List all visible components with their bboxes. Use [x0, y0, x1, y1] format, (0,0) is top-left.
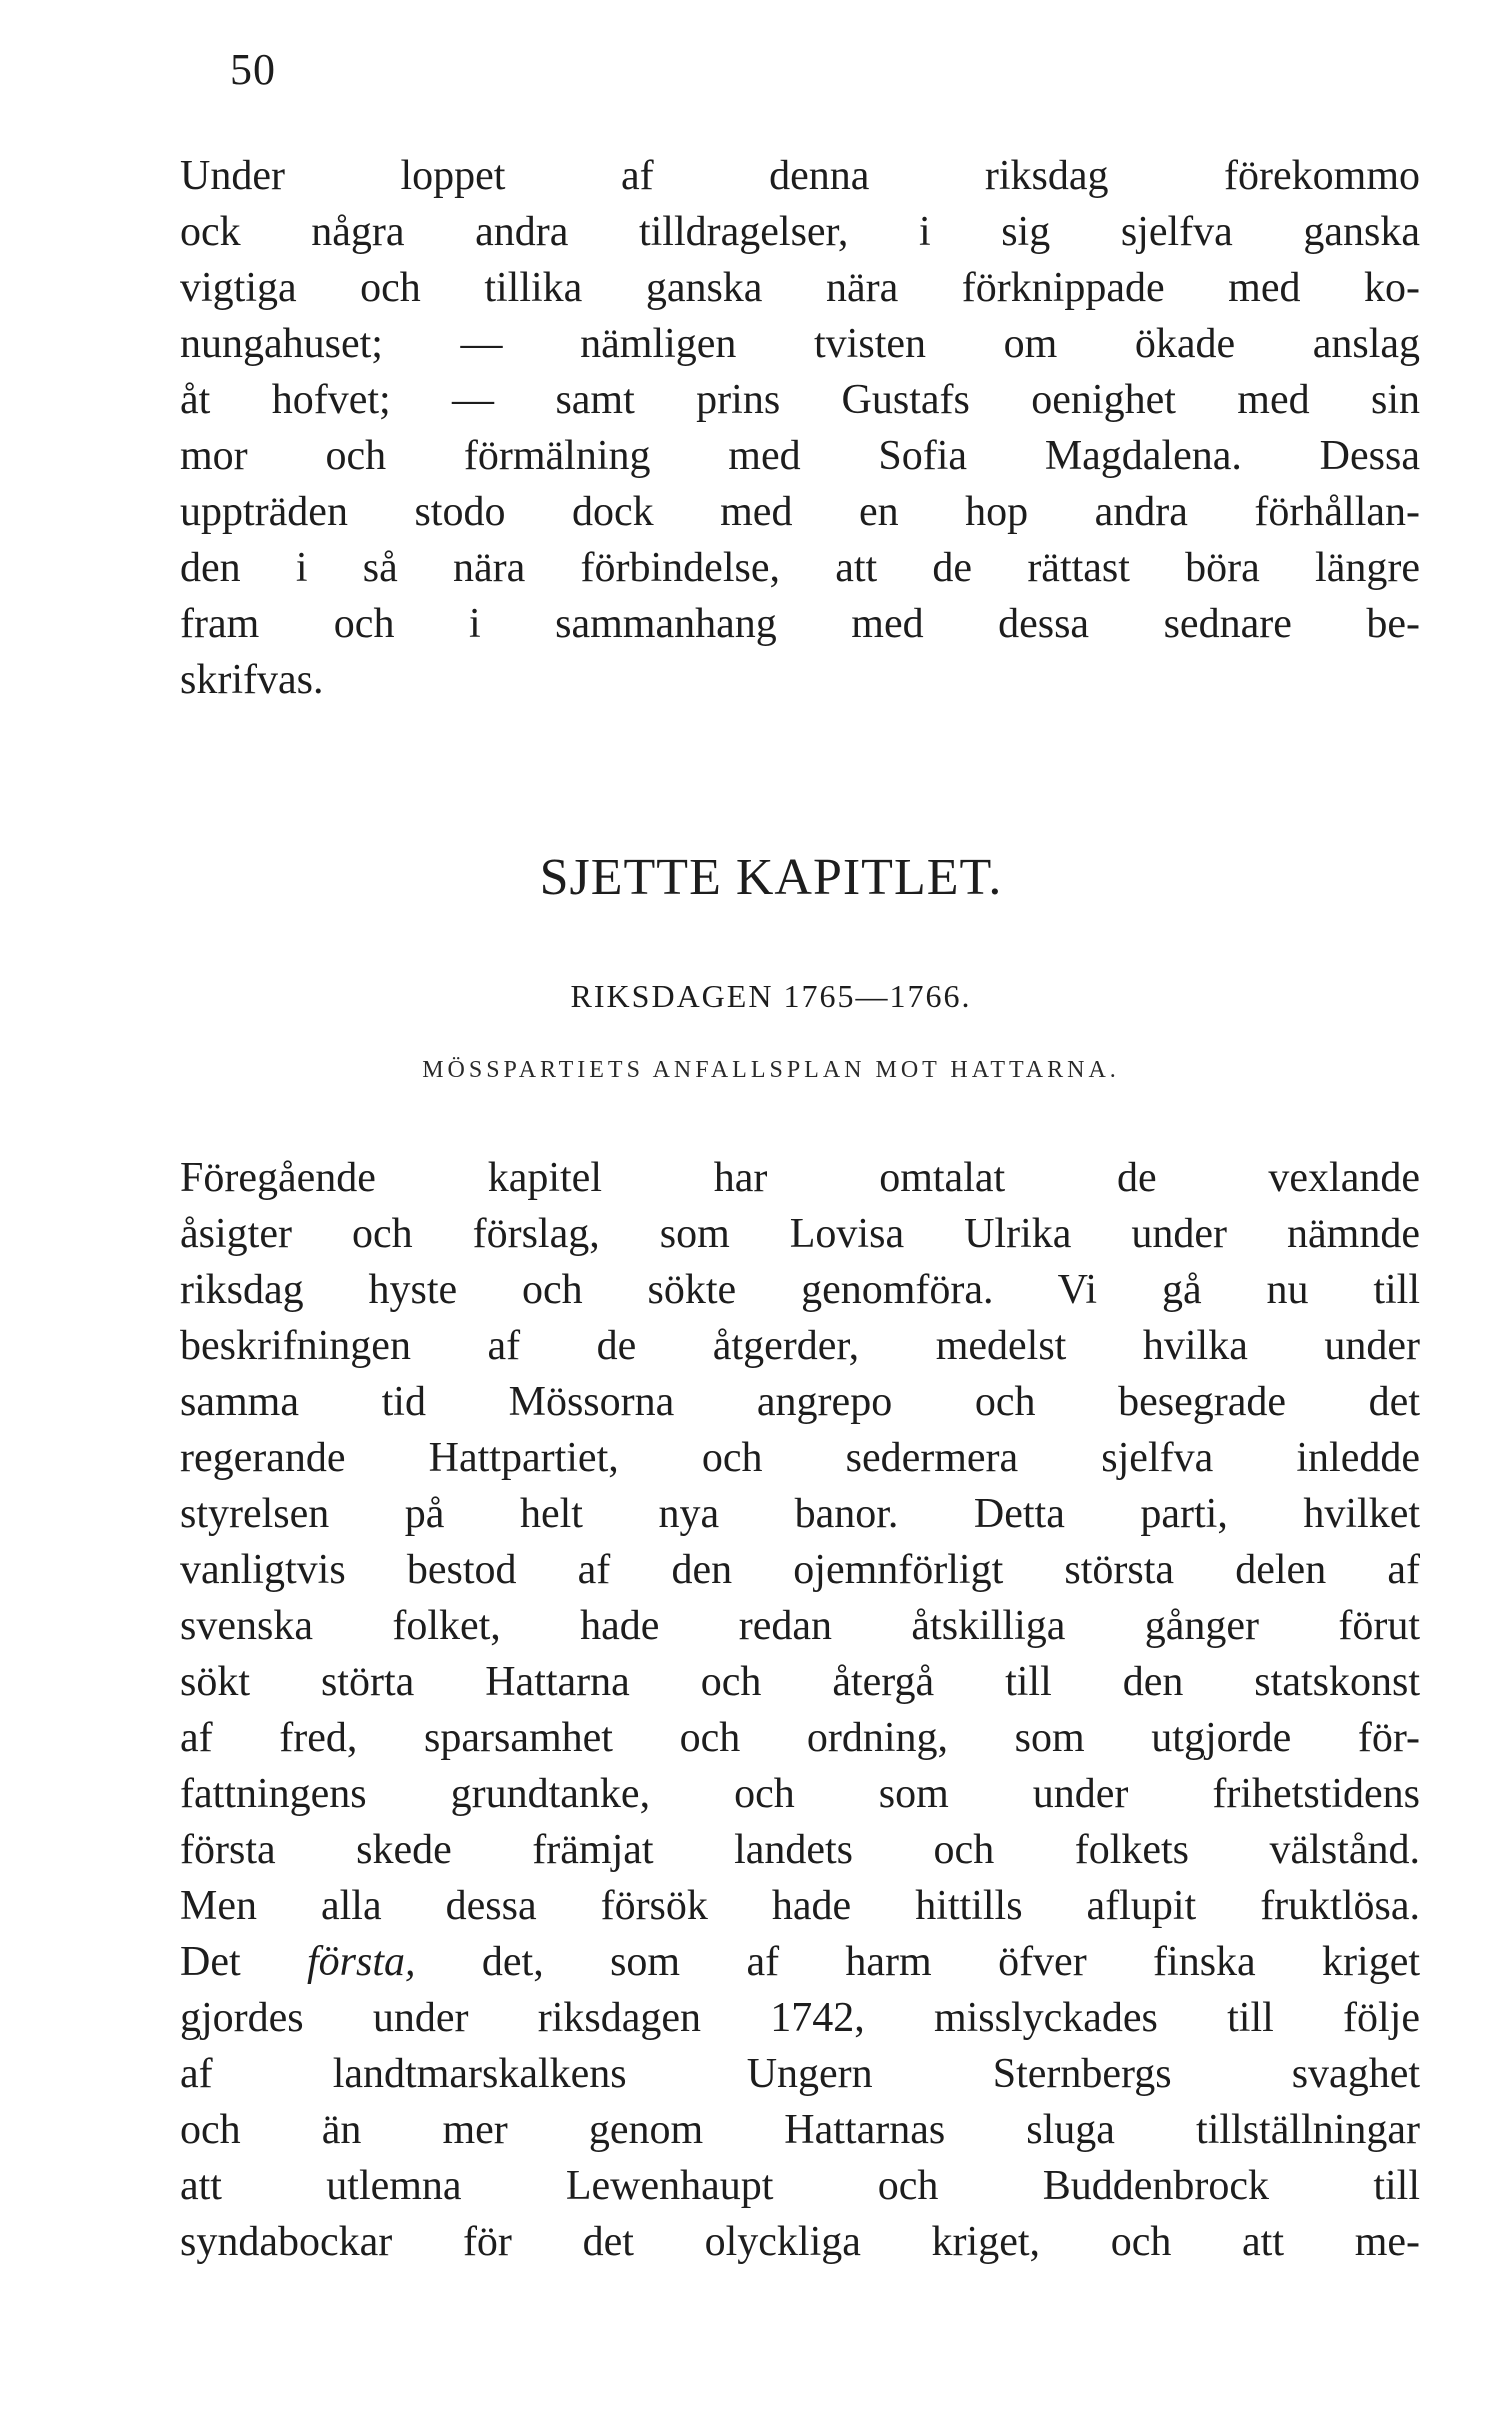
- text-line: mor och förmälning med Sofia Magdalena. Dessa: [180, 433, 1420, 479]
- text-line: styrelsen på helt nya banor. Detta parti, hvilket: [180, 1491, 1420, 1537]
- text-segment: Det: [180, 1939, 241, 1985]
- text-line: den i så nära förbindelse, att de rättast böra längre: [180, 545, 1420, 591]
- text-line: beskrifningen af de åtgerder, medelst hvilka under: [180, 1323, 1420, 1369]
- text-line: Under loppet af denna riksdag förekommo: [180, 153, 1420, 199]
- text-line: ock några andra tilldragelser, i sig sjelfva ganska: [180, 209, 1420, 255]
- text-line: nungahuset; — nämligen tvisten om ökade anslag: [180, 321, 1420, 367]
- paragraph-intro: [180, 148, 1420, 708]
- text-line: riksdag hyste och sökte genomföra. Vi gå nu till: [180, 1267, 1420, 1313]
- text-line: skrifvas.: [180, 657, 324, 703]
- text-line: [180, 1934, 1420, 1990]
- text-line: första skede främjat landets och folkets välstånd.: [180, 1827, 1420, 1873]
- text-line: vigtiga och tillika ganska nära förknippade med ko-: [180, 265, 1420, 311]
- text-line: uppträden stodo dock med en hop andra förhållan-: [180, 489, 1420, 535]
- page-number: 50: [230, 45, 276, 94]
- text-line: vanligtvis bestod af den ojemnförligt största delen af: [180, 1547, 1420, 1593]
- text-line: af landtmarskalkens Ungern Sternbergs svaghet: [180, 2051, 1420, 2097]
- text-line: svenska folket, hade redan åtskilliga gånger förut: [180, 1603, 1420, 1649]
- text-line: gjordes under riksdagen 1742, misslyckades till följe: [180, 1995, 1420, 2041]
- text-line: åsigter och förslag, som Lovisa Ulrika under nämnde: [180, 1211, 1420, 1257]
- chapter-description: MÖSSPARTIETS ANFALLSPLAN MOT HATTARNA.: [422, 1057, 1120, 1083]
- text-line: att utlemna Lewenhaupt och Buddenbrock till: [180, 2163, 1420, 2209]
- paragraph-chapter-opening: [180, 1150, 1420, 2270]
- text-line: sökt störta Hattarna och återgå till den statskonst: [180, 1659, 1420, 1705]
- text-line: regerande Hattpartiet, och sedermera sjelfva inledde: [180, 1435, 1420, 1481]
- emphasis-text: första,: [307, 1939, 416, 1985]
- text-line: samma tid Mössorna angrepo och besegrade det: [180, 1379, 1420, 1425]
- text-line: Men alla dessa försök hade hittills aflupit fruktlösa.: [180, 1883, 1420, 1929]
- text-line: åt hofvet; — samt prins Gustafs oenighet med sin: [180, 377, 1420, 423]
- text-line: Föregående kapitel har omtalat de vexlande: [180, 1155, 1420, 1201]
- text-line: af fred, sparsamhet och ordning, som utgjorde för-: [180, 1715, 1420, 1761]
- chapter-subtitle: RIKSDAGEN 1765—1766.: [570, 978, 972, 1014]
- text-segment: det, som af harm öfver finska kriget: [481, 1939, 1420, 1985]
- text-line: syndabockar för det olyckliga kriget, och att me-: [180, 2219, 1420, 2265]
- text-line: fram och i sammanhang med dessa sednare be-: [180, 601, 1420, 647]
- chapter-title: SJETTE KAPITLET.: [539, 849, 1003, 906]
- text-line: och än mer genom Hattarnas sluga tillställningar: [180, 2107, 1420, 2153]
- text-line: fattningens grundtanke, och som under frihetstidens: [180, 1771, 1420, 1817]
